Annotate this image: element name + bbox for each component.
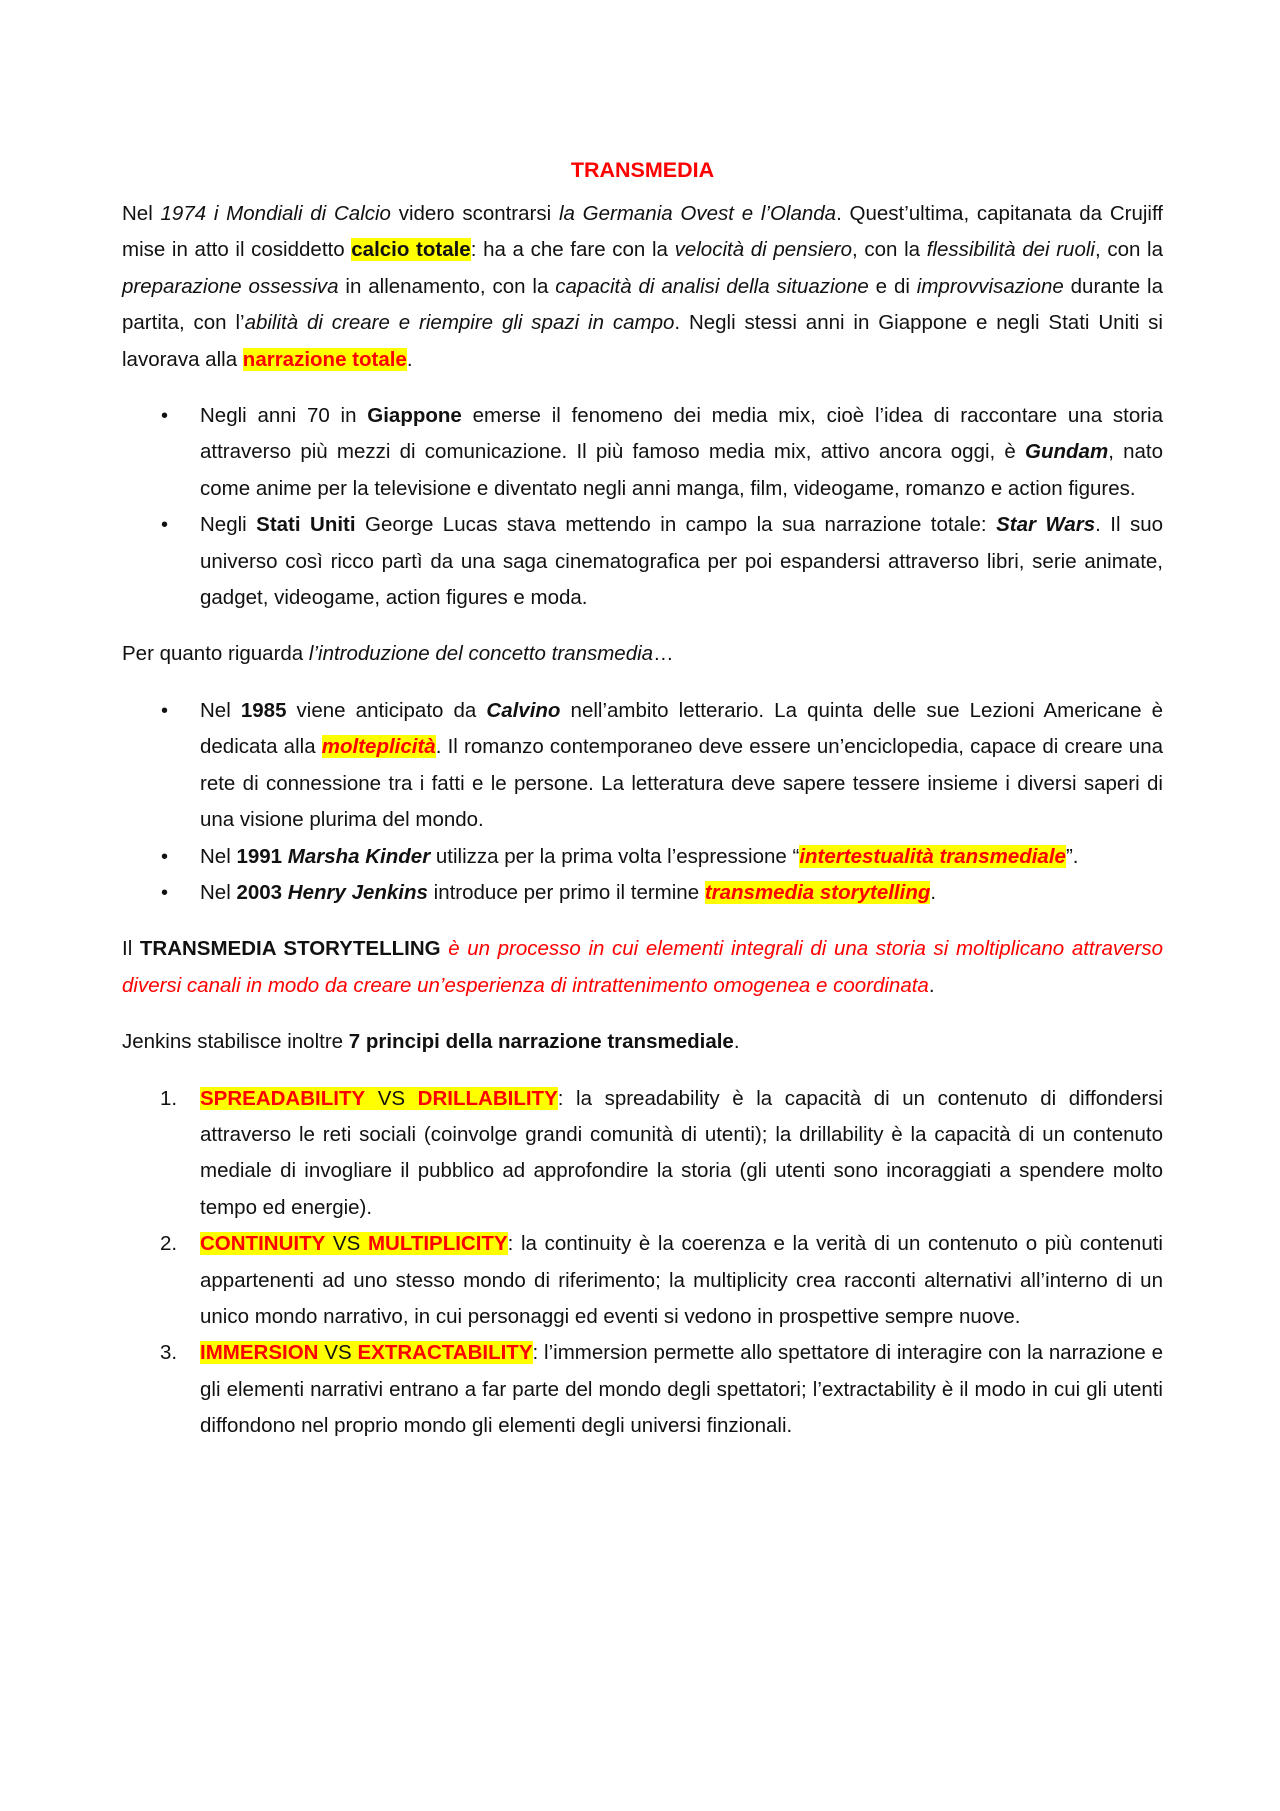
list-item: [122, 875, 1163, 911]
highlight-term: DRILLABILITY: [417, 1086, 558, 1110]
bold-text: 2003: [236, 880, 283, 904]
text-span: . Negli stessi anni in Giappone e negli Stati Uniti si lavorava alla: [122, 311, 1163, 371]
bold-italic-text: Star Wars: [996, 513, 1096, 537]
list-number: 3.: [160, 1341, 178, 1365]
italic-text: improvvisazione: [916, 274, 1064, 298]
highlight-term: EXTRACTABILITY: [357, 1341, 533, 1365]
highlight-term: IMMERSION: [200, 1341, 319, 1365]
italic-text: l’introduzione del concetto transmedia: [308, 642, 654, 666]
bullet-marker: •: [161, 699, 169, 722]
text-span: viene anticipato da: [286, 698, 487, 722]
highlight-molteplicita: molteplicità: [321, 735, 436, 759]
text-span: Negli anni 70 in: [200, 404, 368, 428]
italic-text: velocità di pensiero: [674, 238, 853, 262]
text-span: . Quest’ultima, capitanata da Crujiff mise in atto il cosiddetto: [122, 202, 1163, 262]
jenkins-paragraph: [122, 1024, 1163, 1060]
text-span: George Lucas stava mettendo in campo la sua narrazione totale:: [355, 513, 997, 537]
highlight-calcio-totale: calcio totale: [351, 238, 471, 262]
highlight-term: SPREADABILITY: [200, 1086, 366, 1110]
text-span: videro scontrarsi: [390, 202, 559, 225]
text-span: introduce per primo il termine: [427, 880, 705, 904]
list-item: [122, 839, 1163, 875]
definition-text: è un processo in cui elementi integrali di una storia si moltiplicano attraverso diversi canali in modo da creare un’esperienza di intrattenimento omogenea e coordinata: [122, 937, 1163, 997]
text-span: in allenamento, con la: [338, 274, 556, 298]
bold-text: 7 principi della narrazione transmediale: [348, 1030, 734, 1054]
italic-text: abilità di creare e riempire gli spazi in campo: [244, 311, 675, 335]
principle-text: : l’immersion permette allo spettatore di interagire con la narrazione e gli elementi narrativi entrano a far parte del mondo degli spettatori; l’extractability è il modo in cui gli utenti diffondono nel proprio mondo gli elementi degli universi finzionali.: [200, 1341, 1163, 1438]
principle-text: : la spreadability è la capacità di un contenuto di diffondersi attraverso le reti sociali (coinvolge grandi comunità di utenti); la drillability è la capacità di un contenuto mediale di invogliare il pubblico ad approfondire la storia (gli utenti sono incoraggiati a spendere molto tempo ed energie).: [200, 1086, 1163, 1219]
bold-italic-text: Calvino: [486, 698, 561, 722]
text-span: Per quanto riguarda: [122, 642, 309, 666]
text-span: .: [733, 1030, 740, 1054]
bold-italic-text: Henry Jenkins: [287, 880, 428, 904]
text-span: Nel: [122, 202, 161, 225]
italic-text: preparazione ossessiva: [122, 274, 339, 298]
text-span: nell’ambito letterario. La quinta delle sue Lezioni Americane è dedicata alla: [200, 698, 1163, 759]
principle-item: [122, 1226, 1163, 1335]
text-span: , nato come anime per la televisione e diventato negli anni manga, film, videogame, romanzo e action figures.: [200, 440, 1163, 500]
text-span: Nel: [200, 844, 237, 868]
highlight-term: MULTIPLICITY: [367, 1232, 508, 1256]
page-title: TRANSMEDIA: [570, 158, 715, 182]
principle-item: [122, 1335, 1163, 1444]
list-number: 2.: [160, 1232, 178, 1256]
italic-text: 1974 i Mondiali di Calcio: [160, 202, 391, 225]
bullet-marker: •: [161, 845, 169, 868]
bold-text: 1991: [236, 844, 283, 868]
intro2-paragraph: [122, 636, 1163, 672]
text-span: …: [653, 642, 674, 666]
highlight-vs: VS: [325, 1232, 368, 1256]
bold-text: TRANSMEDIA STORYTELLING: [139, 937, 441, 961]
highlight-vs: VS: [365, 1086, 418, 1110]
text-span: utilizza per la prima volta l’espressione “: [430, 844, 800, 868]
bold-text: Giappone: [367, 404, 462, 428]
bullet-list-media-mix: [122, 398, 1163, 616]
bold-italic-text: Marsha Kinder: [287, 844, 431, 868]
principle-text: : la continuity è la coerenza e la verità di un contenuto o più contenuti appartenenti ad uno stesso mondo di riferimento; la multiplicity crea racconti alternativi all’interno di un unico mondo narrativo, in cui personaggi ed eventi si vedono in prospettive sempre nuove.: [200, 1232, 1163, 1328]
highlight-narrazione-totale: narrazione totale: [242, 347, 407, 371]
italic-text: capacità di analisi della situazione: [555, 274, 869, 298]
text-span: . Il suo universo così ricco partì da una saga cinematografica per poi espandersi attraverso libri, serie animate, gadget, videogame, action figures e moda.: [200, 513, 1164, 610]
list-item: [122, 693, 1163, 839]
text-span: e di: [868, 274, 917, 298]
text-span: , con la: [852, 238, 927, 262]
list-number: 1.: [160, 1086, 178, 1110]
bold-italic-text: Gundam: [1025, 440, 1109, 464]
intro-paragraph: [122, 196, 1163, 378]
text-span: .: [928, 973, 935, 997]
highlight-transmedia-storytelling: transmedia storytelling: [704, 880, 931, 904]
text-span: Nel: [200, 880, 237, 904]
bullet-marker: •: [161, 405, 169, 428]
text-span: ”.: [1065, 844, 1079, 868]
principle-item: [122, 1081, 1163, 1227]
text-span: .: [406, 347, 413, 371]
bullet-marker: •: [161, 514, 169, 537]
text-span: durante la partita, con l’: [122, 274, 1164, 335]
text-span: . Il romanzo contemporaneo deve essere un’enciclopedia, capace di creare una rete di connessione tra i fatti e le persone. La letteratura deve sapere tessere insieme i diversi saperi di una visione plurima del mondo.: [200, 735, 1164, 832]
text-span: : ha a che fare con la: [470, 238, 675, 262]
list-item: [122, 398, 1163, 507]
italic-text: la Germania Ovest e l’Olanda: [558, 202, 837, 225]
bold-text: Stati Uniti: [256, 513, 356, 537]
list-item: [122, 507, 1163, 616]
text-span: Nel: [200, 698, 241, 722]
bold-text: 1985: [240, 698, 287, 722]
text-span: Il: [122, 937, 140, 961]
text-span: .: [930, 880, 937, 904]
text-span: Negli: [200, 513, 257, 537]
highlight-vs: VS: [318, 1341, 358, 1365]
definition-paragraph: [122, 931, 1163, 1004]
text-span: Jenkins stabilisce inoltre: [122, 1030, 349, 1054]
italic-text: flessibilità dei ruoli: [926, 238, 1095, 262]
text-span: , con la: [1094, 238, 1163, 262]
highlight-intertestualita: intertestualità transmediale: [799, 844, 1066, 868]
bullet-marker: •: [161, 881, 169, 904]
principles-list: [122, 1081, 1163, 1445]
highlight-term: CONTINUITY: [200, 1232, 326, 1256]
bullet-list-history: [122, 693, 1163, 911]
text-span: emerse il fenomeno dei media mix, cioè l’idea di raccontare una storia attraverso più mezzi di comunicazione. Il più famoso media mix, attivo ancora oggi, è: [200, 404, 1163, 464]
